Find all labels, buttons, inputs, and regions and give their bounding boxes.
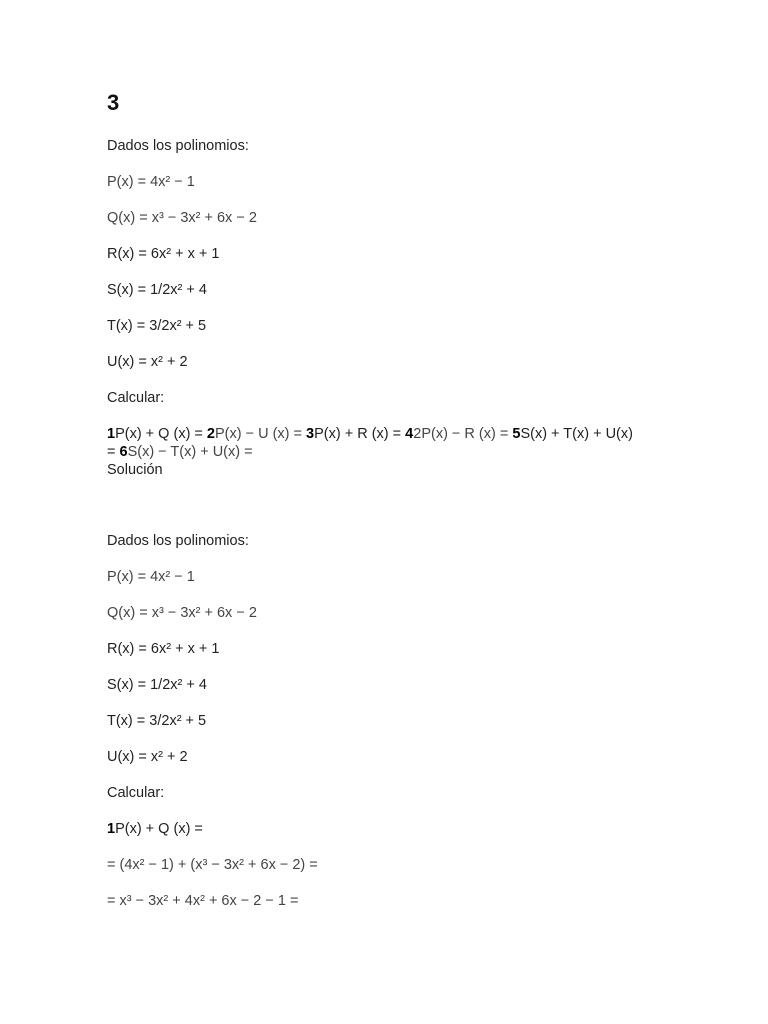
solution-step-2: = x³ − 3x² + 4x² + 6x − 2 − 1 = — [107, 893, 299, 909]
polynomial-r: R(x) = 6x² + x + 1 — [107, 246, 220, 262]
task-text-5: S(x) + T(x) + U(x) — [520, 426, 633, 442]
polynomial-u-2: U(x) = x² + 2 — [107, 749, 188, 765]
task-text-6: S(x) − T(x) + U(x) = — [127, 444, 253, 460]
task-text-4: 2P(x) − R (x) = — [413, 426, 513, 442]
intro-text-2: Dados los polinomios: — [107, 533, 249, 549]
step-label-1: P(x) + Q (x) = — [115, 821, 203, 837]
task-number-4: 4 — [405, 426, 414, 442]
section-number-heading: 3 — [107, 90, 120, 115]
task-number-6: 6 — [119, 444, 128, 460]
solution-step-1: = (4x² − 1) + (x³ − 3x² + 6x − 2) = — [107, 857, 318, 873]
polynomial-t-2: T(x) = 3/2x² + 5 — [107, 713, 207, 729]
polynomial-q: Q(x) = x³ − 3x² + 6x − 2 — [107, 210, 257, 226]
task-number-2: 2 — [206, 426, 215, 442]
solution-step-heading — [107, 820, 203, 838]
polynomial-s-2: S(x) = 1/2x² + 4 — [107, 677, 207, 693]
polynomial-q-2: Q(x) = x³ − 3x² + 6x − 2 — [107, 605, 257, 621]
task-text-3: P(x) + R (x) = — [314, 426, 406, 442]
calcular-label: Calcular: — [107, 390, 165, 406]
calcular-label-2: Calcular: — [107, 785, 165, 801]
polynomial-u: U(x) = x² + 2 — [107, 354, 188, 370]
polynomial-r-2: R(x) = 6x² + x + 1 — [107, 641, 220, 657]
task-text-2: P(x) − U (x) = — [215, 426, 307, 442]
task-number-5: 5 — [512, 426, 521, 442]
task-text-1: P(x) + Q (x) = — [115, 426, 207, 442]
polynomial-p-2: P(x) = 4x² − 1 — [107, 569, 195, 585]
polynomial-t: T(x) = 3/2x² + 5 — [107, 318, 207, 334]
task-list — [107, 425, 667, 479]
task-equals: = — [107, 444, 120, 460]
intro-text: Dados los polinomios: — [107, 138, 249, 154]
polynomial-p: P(x) = 4x² − 1 — [107, 174, 195, 190]
solucion-label: Solución — [107, 462, 163, 478]
polynomial-s: S(x) = 1/2x² + 4 — [107, 282, 207, 298]
task-number-3: 3 — [306, 426, 315, 442]
task-number-1: 1 — [107, 426, 116, 442]
step-number-1: 1 — [107, 821, 116, 837]
